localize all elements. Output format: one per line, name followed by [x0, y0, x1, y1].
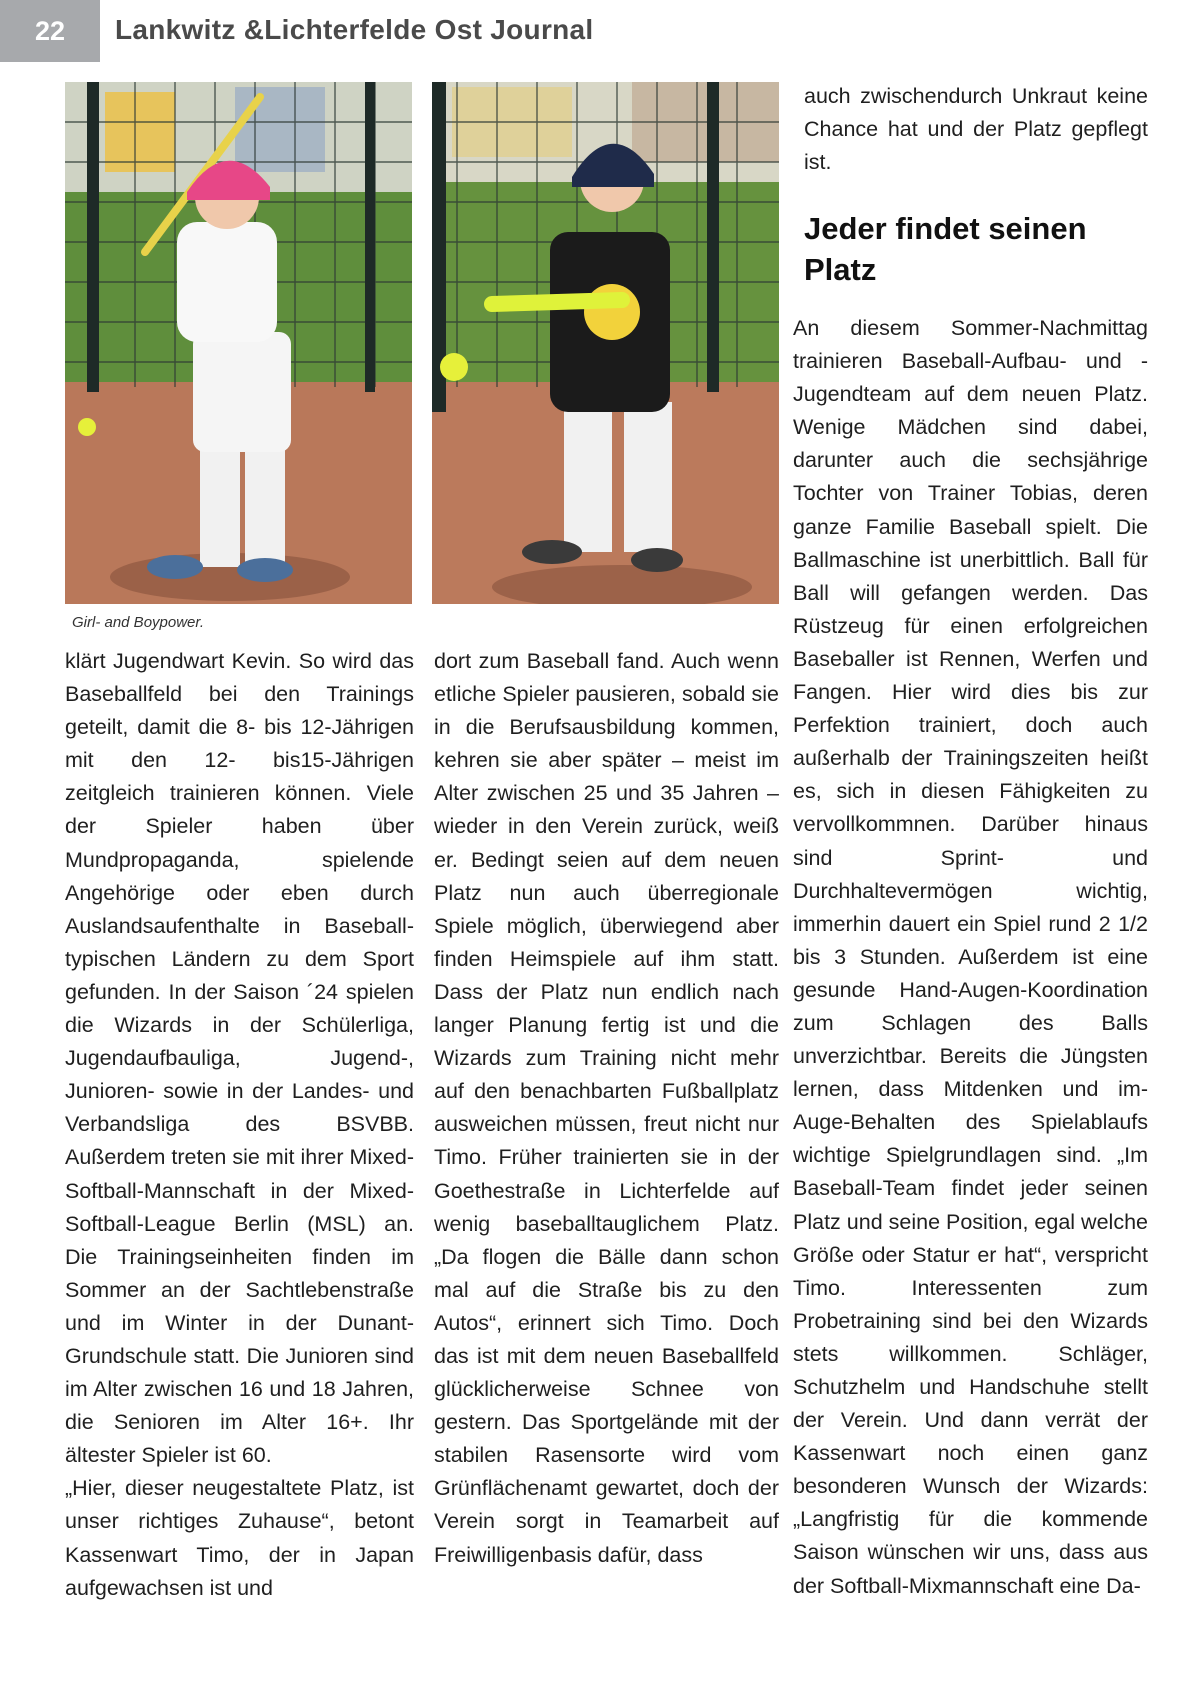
- photo-girl-batter: [65, 82, 412, 604]
- article-column-3-top: [804, 80, 1148, 179]
- article-paragraph: klärt Jugendwart Kevin. So wird das Baseballfeld bei den Trainings geteilt, damit die 8- bis 12-Jährigen mit den 12- bis15-Jährigen zeitgleich trainieren können. Viele der Spieler haben über Mundpropaganda, spielende Angehörige oder eben durch Auslandsaufenthalte in Baseball-typischen Ländern zu dem Sport gefunden. In der Saison ´24 spielen die Wizards in der Schülerliga, Jugendaufbauliga, Jugend-, Junioren- sowie in der Landes- und Verbandsliga des BSVBB. Außerdem treten sie mit ihrer Mixed-Softball-Mannschaft in der Mixed-Softball-League Berlin (MSL) an. Die Trainingseinheiten finden im Sommer an der Sachtlebenstraße und im Winter in der Dunant-Grundschule statt. Die Junioren sind im Alter zwischen 16 und 18 Jahren, die Senioren im Alter 16+. Ihr ältester Spieler ist 60.: [65, 649, 414, 1468]
- article-subheading: Jeder findet seinen Platz: [804, 211, 1087, 287]
- photo-boy-batter: [432, 82, 779, 604]
- article-column-2: [434, 645, 779, 1572]
- article-paragraph: dort zum Baseball fand. Auch wenn etliche Spieler pausieren, sobald sie in die Berufsausbildung kommen, kehren sie aber später – meist im Alter zwischen 25 und 35 Jahren – wieder in den Verein zurück, weiß er. Bedingt seien auf dem neuen Platz nun auch überregionale Spiele möglich, überwiegend aber finden Heimspiele auf ihm statt. Dass der Platz nun endlich nach langer Planung fertig ist und die Wizards zum Training nicht mehr auf den benachbarten Fußballplatz ausweichen müssen, freut nicht nur Timo. Früher trainierten sie in der Goethestraße in Lichterfelde auf wenig baseballtauglichem Platz. „Da flogen die Bälle dann schon mal auf die Straße bis zu den Autos“, erinnert sich Timo. Doch das ist mit dem neuen Baseballfeld glücklicherweise Schnee von gestern. Das Sportgelände mit der stabilen Rasensorte wird vom Grünflächenamt gewartet, doch der Verein sorgt in Teamarbeit auf Freiwilligenbasis dafür, dass: [434, 649, 779, 1567]
- article-column-3: [793, 312, 1148, 1603]
- journal-title: Lankwitz &Lichterfelde Ost Journal: [115, 14, 594, 45]
- article-quote-paragraph: „Hier, dieser neugestaltete Platz, ist unser richtiges Zuhause“, betont Kassenwart Timo, der in Japan aufgewachsen ist und: [65, 1476, 414, 1600]
- photo-caption: Girl- and Boypower.: [72, 614, 204, 631]
- page-number: 22: [0, 0, 100, 62]
- article-column-1: [65, 645, 414, 1605]
- article-paragraph: An diesem Sommer-Nachmittag trainieren Baseball-Aufbau- und -Jugendteam auf dem neuen Platz. Wenige Mädchen sind dabei, darunter auch die sechsjährige Tochter von Trainer Tobias, deren ganze Familie Baseball spielt. Die Ballmaschine ist unerbittlich. Ball für Ball will gefangen werden. Das Rüstzeug für einen erfolgreichen Baseballer ist Rennen, Werfen und Fangen. Hier wird dies bis zur Perfektion trainiert, doch auch außerhalb der Trainingszeiten heißt es, sich in diesen Fähigkeiten zu vervollkommnen. Darüber hinaus sind Sprint- und Durchhaltevermögen wichtig, immerhin dauert ein Spiel rund 2 1/2 bis 3 Stunden. Außerdem ist eine gesunde Hand-Augen-Koordination zum Schlagen des Balls unverzichtbar. Bereits die Jüngsten lernen, dass Mitdenken und im-Auge-Behalten des Spielablaufs wichtige Spielgrundlagen sind. „Im Baseball-Team findet jeder seinen Platz und seine Position, egal welche Größe oder Statur er hat“, verspricht Timo. Interessenten zum Probetraining sind bei den Wizards stets willkommen. Schläger, Schutzhelm und Handschuhe stellt der Verein. Und dann verrät der Kassenwart noch einen ganz besonderen Wunsch der Wizards: „Langfristig für die kommende Saison wünschen wir uns, dass aus der Softball-Mixmannschaft eine Da-: [793, 316, 1148, 1598]
- article-paragraph: auch zwischendurch Unkraut keine Chance hat und der Platz gepflegt ist.: [804, 84, 1148, 175]
